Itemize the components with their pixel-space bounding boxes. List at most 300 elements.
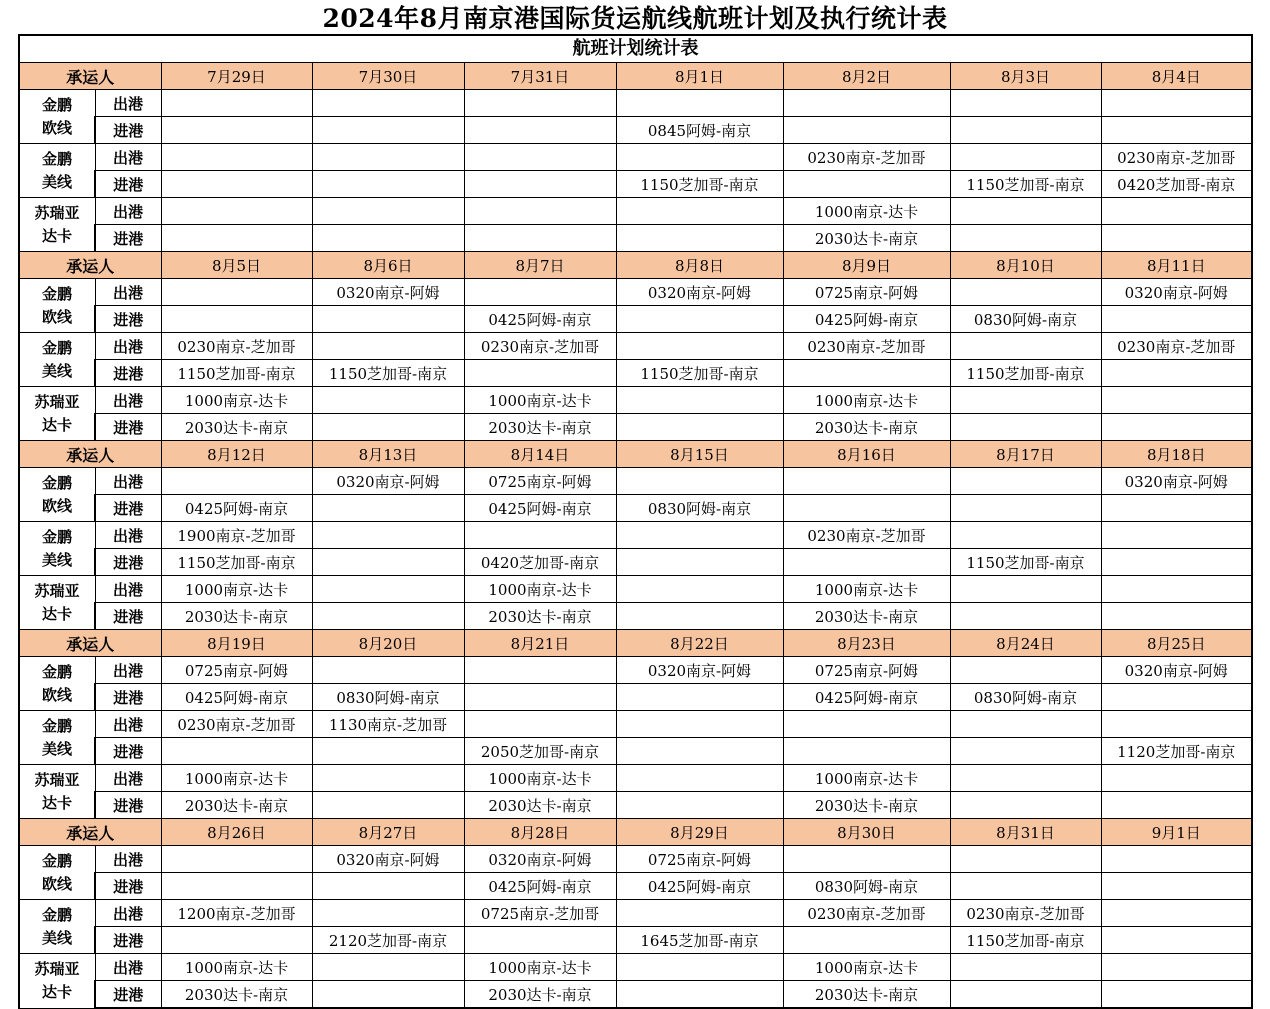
date-header: 8月21日 <box>464 630 616 657</box>
flight-cell <box>464 225 616 252</box>
date-header: 8月31日 <box>950 819 1101 846</box>
flight-cell: 1645芝加哥-南京 <box>616 927 783 954</box>
date-header: 8月28日 <box>464 819 616 846</box>
flight-cell: 1000南京-达卡 <box>161 954 312 981</box>
carrier-name: 金鹏 欧线 <box>19 846 95 900</box>
flight-cell <box>161 873 312 900</box>
direction-inbound: 进港 <box>95 684 161 711</box>
direction-outbound: 出港 <box>95 144 161 171</box>
date-header: 8月17日 <box>950 441 1101 468</box>
flight-cell <box>950 144 1101 171</box>
flight-cell <box>616 90 783 117</box>
direction-inbound: 进港 <box>95 792 161 819</box>
flight-cell <box>616 765 783 792</box>
flight-cell <box>312 900 464 927</box>
flight-cell <box>1101 981 1252 1009</box>
carrier-header: 承运人 <box>19 441 161 468</box>
flight-cell: 0725南京-阿姆 <box>783 657 950 684</box>
flight-cell: 1130南京-芝加哥 <box>312 711 464 738</box>
date-header: 7月30日 <box>312 63 464 90</box>
direction-outbound: 出港 <box>95 954 161 981</box>
table-row <box>19 495 1252 522</box>
flight-cell <box>312 873 464 900</box>
carrier-name: 金鹏 美线 <box>19 900 95 954</box>
carrier-name: 苏瑞亚 达卡 <box>19 387 95 441</box>
flight-cell <box>312 954 464 981</box>
date-header: 8月24日 <box>950 630 1101 657</box>
flight-cell <box>950 387 1101 414</box>
direction-inbound: 进港 <box>95 927 161 954</box>
table-row <box>19 225 1252 252</box>
table-row <box>19 414 1252 441</box>
table-row <box>19 954 1252 981</box>
table-row <box>19 387 1252 414</box>
table-subtitle: 航班计划统计表 <box>19 35 1252 63</box>
flight-cell: 1150芝加哥-南京 <box>950 171 1101 198</box>
carrier-header: 承运人 <box>19 252 161 279</box>
table-row <box>19 90 1252 117</box>
flight-cell <box>616 792 783 819</box>
flight-cell: 0230南京-芝加哥 <box>1101 144 1252 171</box>
date-header: 8月19日 <box>161 630 312 657</box>
flight-cell: 0230南京-芝加哥 <box>783 900 950 927</box>
table-row <box>19 333 1252 360</box>
flight-cell <box>616 981 783 1009</box>
flight-schedule-table <box>18 34 1253 1009</box>
direction-inbound: 进港 <box>95 738 161 765</box>
flight-cell <box>464 360 616 387</box>
direction-inbound: 进港 <box>95 171 161 198</box>
flight-cell <box>161 738 312 765</box>
direction-outbound: 出港 <box>95 90 161 117</box>
flight-cell: 2030达卡-南京 <box>783 225 950 252</box>
flight-cell: 1000南京-达卡 <box>161 576 312 603</box>
flight-cell: 2030达卡-南京 <box>783 792 950 819</box>
flight-cell <box>1101 846 1252 873</box>
flight-cell: 1000南京-达卡 <box>783 198 950 225</box>
flight-cell <box>950 846 1101 873</box>
flight-cell: 1150芝加哥-南京 <box>161 360 312 387</box>
flight-cell <box>1101 927 1252 954</box>
flight-cell: 0725南京-芝加哥 <box>464 900 616 927</box>
flight-cell <box>312 90 464 117</box>
date-header: 8月18日 <box>1101 441 1252 468</box>
flight-cell: 0725南京-阿姆 <box>161 657 312 684</box>
flight-cell <box>950 414 1101 441</box>
flight-cell: 0725南京-阿姆 <box>464 468 616 495</box>
flight-cell <box>783 711 950 738</box>
table-row <box>19 279 1252 306</box>
direction-inbound: 进港 <box>95 225 161 252</box>
table-row <box>19 846 1252 873</box>
date-header: 8月25日 <box>1101 630 1252 657</box>
flight-cell: 0230南京-芝加哥 <box>464 333 616 360</box>
direction-inbound: 进港 <box>95 495 161 522</box>
flight-cell <box>312 306 464 333</box>
flight-cell <box>950 522 1101 549</box>
flight-cell: 1000南京-达卡 <box>464 576 616 603</box>
table-row <box>19 468 1252 495</box>
flight-cell: 0320南京-阿姆 <box>464 846 616 873</box>
carrier-name: 金鹏 欧线 <box>19 657 95 711</box>
flight-cell <box>1101 765 1252 792</box>
table-row <box>19 306 1252 333</box>
flight-cell <box>1101 684 1252 711</box>
flight-cell <box>464 144 616 171</box>
flight-cell <box>1101 603 1252 630</box>
flight-cell <box>312 522 464 549</box>
flight-cell <box>1101 954 1252 981</box>
flight-cell <box>312 792 464 819</box>
flight-cell: 1000南京-达卡 <box>464 387 616 414</box>
flight-cell <box>161 927 312 954</box>
flight-cell: 0420芝加哥-南京 <box>1101 171 1252 198</box>
flight-cell <box>1101 387 1252 414</box>
flight-cell <box>783 90 950 117</box>
flight-cell: 2030达卡-南京 <box>161 792 312 819</box>
flight-cell: 0320南京-阿姆 <box>1101 468 1252 495</box>
flight-cell <box>312 549 464 576</box>
carrier-header: 承运人 <box>19 63 161 90</box>
flight-cell <box>1101 792 1252 819</box>
flight-cell: 1150芝加哥-南京 <box>950 927 1101 954</box>
date-header: 8月29日 <box>616 819 783 846</box>
table-row <box>19 198 1252 225</box>
flight-cell <box>616 522 783 549</box>
table-row <box>19 171 1252 198</box>
flight-cell <box>1101 306 1252 333</box>
table-row <box>19 900 1252 927</box>
flight-cell <box>950 954 1101 981</box>
direction-outbound: 出港 <box>95 846 161 873</box>
flight-cell: 0425阿姆-南京 <box>464 873 616 900</box>
carrier-name: 苏瑞亚 达卡 <box>19 198 95 252</box>
carrier-name: 金鹏 欧线 <box>19 90 95 144</box>
table-row <box>19 549 1252 576</box>
table-row <box>19 522 1252 549</box>
direction-inbound: 进港 <box>95 117 161 144</box>
flight-cell <box>616 225 783 252</box>
flight-cell <box>1101 711 1252 738</box>
direction-inbound: 进港 <box>95 549 161 576</box>
flight-cell <box>161 846 312 873</box>
flight-cell: 0230南京-芝加哥 <box>161 333 312 360</box>
table-row <box>19 981 1252 1009</box>
date-header: 8月11日 <box>1101 252 1252 279</box>
table-row <box>19 576 1252 603</box>
flight-cell: 1150芝加哥-南京 <box>950 360 1101 387</box>
flight-cell <box>950 603 1101 630</box>
flight-cell <box>616 333 783 360</box>
flight-cell <box>950 711 1101 738</box>
direction-outbound: 出港 <box>95 657 161 684</box>
flight-cell <box>950 738 1101 765</box>
flight-cell: 0320南京-阿姆 <box>312 468 464 495</box>
flight-cell <box>1101 549 1252 576</box>
direction-outbound: 出港 <box>95 711 161 738</box>
flight-cell <box>616 603 783 630</box>
table-row <box>19 765 1252 792</box>
flight-cell <box>616 711 783 738</box>
flight-cell <box>783 468 950 495</box>
date-header: 8月20日 <box>312 630 464 657</box>
flight-cell <box>950 765 1101 792</box>
direction-inbound: 进港 <box>95 603 161 630</box>
flight-cell <box>783 117 950 144</box>
date-header: 8月30日 <box>783 819 950 846</box>
flight-cell <box>464 684 616 711</box>
flight-cell: 0425阿姆-南京 <box>464 495 616 522</box>
flight-cell <box>616 576 783 603</box>
flight-cell <box>950 873 1101 900</box>
flight-cell <box>312 333 464 360</box>
flight-cell <box>312 657 464 684</box>
flight-cell <box>616 684 783 711</box>
date-header: 8月16日 <box>783 441 950 468</box>
flight-cell: 1000南京-达卡 <box>464 954 616 981</box>
direction-outbound: 出港 <box>95 333 161 360</box>
flight-cell: 1000南京-达卡 <box>161 387 312 414</box>
flight-cell <box>950 225 1101 252</box>
flight-cell <box>1101 198 1252 225</box>
week-header-row <box>19 252 1252 279</box>
table-row <box>19 360 1252 387</box>
flight-cell <box>783 549 950 576</box>
flight-cell <box>616 954 783 981</box>
flight-cell: 1000南京-达卡 <box>783 954 950 981</box>
flight-cell: 0230南京-芝加哥 <box>950 900 1101 927</box>
flight-cell <box>1101 117 1252 144</box>
flight-cell <box>1101 360 1252 387</box>
flight-cell <box>950 468 1101 495</box>
flight-cell <box>312 576 464 603</box>
carrier-name: 金鹏 美线 <box>19 144 95 198</box>
date-header: 8月27日 <box>312 819 464 846</box>
flight-cell: 0425阿姆-南京 <box>783 306 950 333</box>
flight-cell: 2030达卡-南京 <box>161 603 312 630</box>
direction-outbound: 出港 <box>95 900 161 927</box>
flight-cell: 1000南京-达卡 <box>783 576 950 603</box>
table-row <box>19 873 1252 900</box>
flight-cell: 0320南京-阿姆 <box>1101 279 1252 306</box>
week-header-row <box>19 819 1252 846</box>
carrier-name: 金鹏 欧线 <box>19 468 95 522</box>
flight-cell <box>1101 495 1252 522</box>
flight-cell <box>783 738 950 765</box>
flight-cell: 0320南京-阿姆 <box>312 279 464 306</box>
flight-cell <box>950 333 1101 360</box>
flight-cell <box>616 387 783 414</box>
week-header-row <box>19 441 1252 468</box>
flight-cell: 0425阿姆-南京 <box>783 684 950 711</box>
date-header: 8月9日 <box>783 252 950 279</box>
week-header-row <box>19 63 1252 90</box>
date-header: 8月5日 <box>161 252 312 279</box>
flight-cell <box>464 198 616 225</box>
table-row <box>19 792 1252 819</box>
flight-cell <box>783 846 950 873</box>
flight-cell <box>312 171 464 198</box>
flight-cell <box>312 765 464 792</box>
flight-cell <box>616 306 783 333</box>
flight-cell <box>783 927 950 954</box>
flight-cell: 2050芝加哥-南京 <box>464 738 616 765</box>
flight-cell <box>312 738 464 765</box>
flight-cell <box>312 117 464 144</box>
flight-cell <box>312 387 464 414</box>
table-row <box>19 657 1252 684</box>
direction-outbound: 出港 <box>95 576 161 603</box>
flight-cell <box>950 576 1101 603</box>
flight-cell: 1900南京-芝加哥 <box>161 522 312 549</box>
direction-outbound: 出港 <box>95 522 161 549</box>
flight-cell: 0830阿姆-南京 <box>950 306 1101 333</box>
date-header: 8月10日 <box>950 252 1101 279</box>
flight-cell: 0320南京-阿姆 <box>616 657 783 684</box>
direction-outbound: 出港 <box>95 765 161 792</box>
flight-cell <box>161 171 312 198</box>
date-header: 8月15日 <box>616 441 783 468</box>
carrier-name: 苏瑞亚 达卡 <box>19 576 95 630</box>
table-row <box>19 711 1252 738</box>
direction-inbound: 进港 <box>95 360 161 387</box>
flight-cell: 0425阿姆-南京 <box>616 873 783 900</box>
direction-outbound: 出港 <box>95 279 161 306</box>
flight-cell <box>950 279 1101 306</box>
flight-cell: 1000南京-达卡 <box>783 387 950 414</box>
flight-cell: 2030达卡-南京 <box>464 792 616 819</box>
flight-cell <box>312 495 464 522</box>
flight-cell <box>312 144 464 171</box>
flight-cell: 2030达卡-南京 <box>783 414 950 441</box>
flight-cell <box>1101 414 1252 441</box>
flight-cell: 1200南京-芝加哥 <box>161 900 312 927</box>
flight-cell: 2030达卡-南京 <box>464 603 616 630</box>
flight-cell <box>464 711 616 738</box>
flight-cell: 0230南京-芝加哥 <box>783 333 950 360</box>
flight-cell <box>616 549 783 576</box>
flight-cell: 0830阿姆-南京 <box>616 495 783 522</box>
flight-cell <box>783 495 950 522</box>
flight-cell: 0425阿姆-南京 <box>161 684 312 711</box>
flight-cell: 0830阿姆-南京 <box>783 873 950 900</box>
carrier-name: 苏瑞亚 达卡 <box>19 954 95 1009</box>
direction-outbound: 出港 <box>95 387 161 414</box>
date-header: 8月4日 <box>1101 63 1252 90</box>
table-row <box>19 927 1252 954</box>
carrier-name: 苏瑞亚 达卡 <box>19 765 95 819</box>
flight-cell <box>464 279 616 306</box>
date-header: 8月12日 <box>161 441 312 468</box>
date-header: 8月7日 <box>464 252 616 279</box>
flight-cell: 2030达卡-南京 <box>161 981 312 1009</box>
direction-inbound: 进港 <box>95 873 161 900</box>
flight-cell <box>464 927 616 954</box>
flight-cell: 1150芝加哥-南京 <box>161 549 312 576</box>
flight-cell: 0320南京-阿姆 <box>616 279 783 306</box>
flight-cell <box>783 171 950 198</box>
direction-outbound: 出港 <box>95 198 161 225</box>
date-header: 8月22日 <box>616 630 783 657</box>
flight-cell <box>616 900 783 927</box>
flight-cell <box>464 522 616 549</box>
flight-cell <box>161 198 312 225</box>
flight-cell <box>950 90 1101 117</box>
flight-cell <box>1101 873 1252 900</box>
flight-cell <box>1101 90 1252 117</box>
date-header: 8月2日 <box>783 63 950 90</box>
flight-cell <box>950 117 1101 144</box>
table-row <box>19 117 1252 144</box>
date-header: 8月1日 <box>616 63 783 90</box>
date-header: 9月1日 <box>1101 819 1252 846</box>
flight-cell <box>616 468 783 495</box>
flight-cell: 0420芝加哥-南京 <box>464 549 616 576</box>
flight-cell <box>616 198 783 225</box>
flight-cell: 1120芝加哥-南京 <box>1101 738 1252 765</box>
table-row <box>19 738 1252 765</box>
date-header: 8月13日 <box>312 441 464 468</box>
flight-cell: 0830阿姆-南京 <box>312 684 464 711</box>
flight-cell: 0230南京-芝加哥 <box>1101 333 1252 360</box>
table-row <box>19 603 1252 630</box>
flight-cell: 1000南京-达卡 <box>464 765 616 792</box>
flight-cell: 1150芝加哥-南京 <box>950 549 1101 576</box>
table-row <box>19 144 1252 171</box>
carrier-name: 金鹏 美线 <box>19 711 95 765</box>
flight-cell <box>1101 225 1252 252</box>
flight-cell <box>312 198 464 225</box>
carrier-name: 金鹏 欧线 <box>19 279 95 333</box>
flight-cell <box>161 468 312 495</box>
flight-cell <box>464 171 616 198</box>
flight-cell: 2030达卡-南京 <box>783 981 950 1009</box>
flight-cell <box>161 144 312 171</box>
flight-cell: 1150芝加哥-南京 <box>312 360 464 387</box>
flight-cell <box>312 414 464 441</box>
table-row <box>19 684 1252 711</box>
date-header: 8月8日 <box>616 252 783 279</box>
date-header: 8月3日 <box>950 63 1101 90</box>
carrier-header: 承运人 <box>19 630 161 657</box>
flight-cell: 2030达卡-南京 <box>464 981 616 1009</box>
flight-cell: 1000南京-达卡 <box>161 765 312 792</box>
flight-cell: 2030达卡-南京 <box>783 603 950 630</box>
flight-cell: 0830阿姆-南京 <box>950 684 1101 711</box>
flight-cell: 2120芝加哥-南京 <box>312 927 464 954</box>
flight-cell <box>950 657 1101 684</box>
flight-cell <box>616 414 783 441</box>
flight-cell <box>161 279 312 306</box>
date-header: 8月23日 <box>783 630 950 657</box>
direction-inbound: 进港 <box>95 306 161 333</box>
date-header: 7月31日 <box>464 63 616 90</box>
subtitle-row <box>19 35 1252 63</box>
flight-cell <box>464 117 616 144</box>
flight-cell <box>616 144 783 171</box>
flight-cell: 0425阿姆-南京 <box>464 306 616 333</box>
flight-cell: 1150芝加哥-南京 <box>616 171 783 198</box>
flight-cell <box>161 90 312 117</box>
carrier-name: 金鹏 美线 <box>19 522 95 576</box>
flight-cell: 0725南京-阿姆 <box>616 846 783 873</box>
flight-cell <box>312 225 464 252</box>
flight-cell: 0320南京-阿姆 <box>1101 657 1252 684</box>
direction-inbound: 进港 <box>95 981 161 1009</box>
flight-cell: 0845阿姆-南京 <box>616 117 783 144</box>
carrier-header: 承运人 <box>19 819 161 846</box>
flight-cell <box>464 90 616 117</box>
